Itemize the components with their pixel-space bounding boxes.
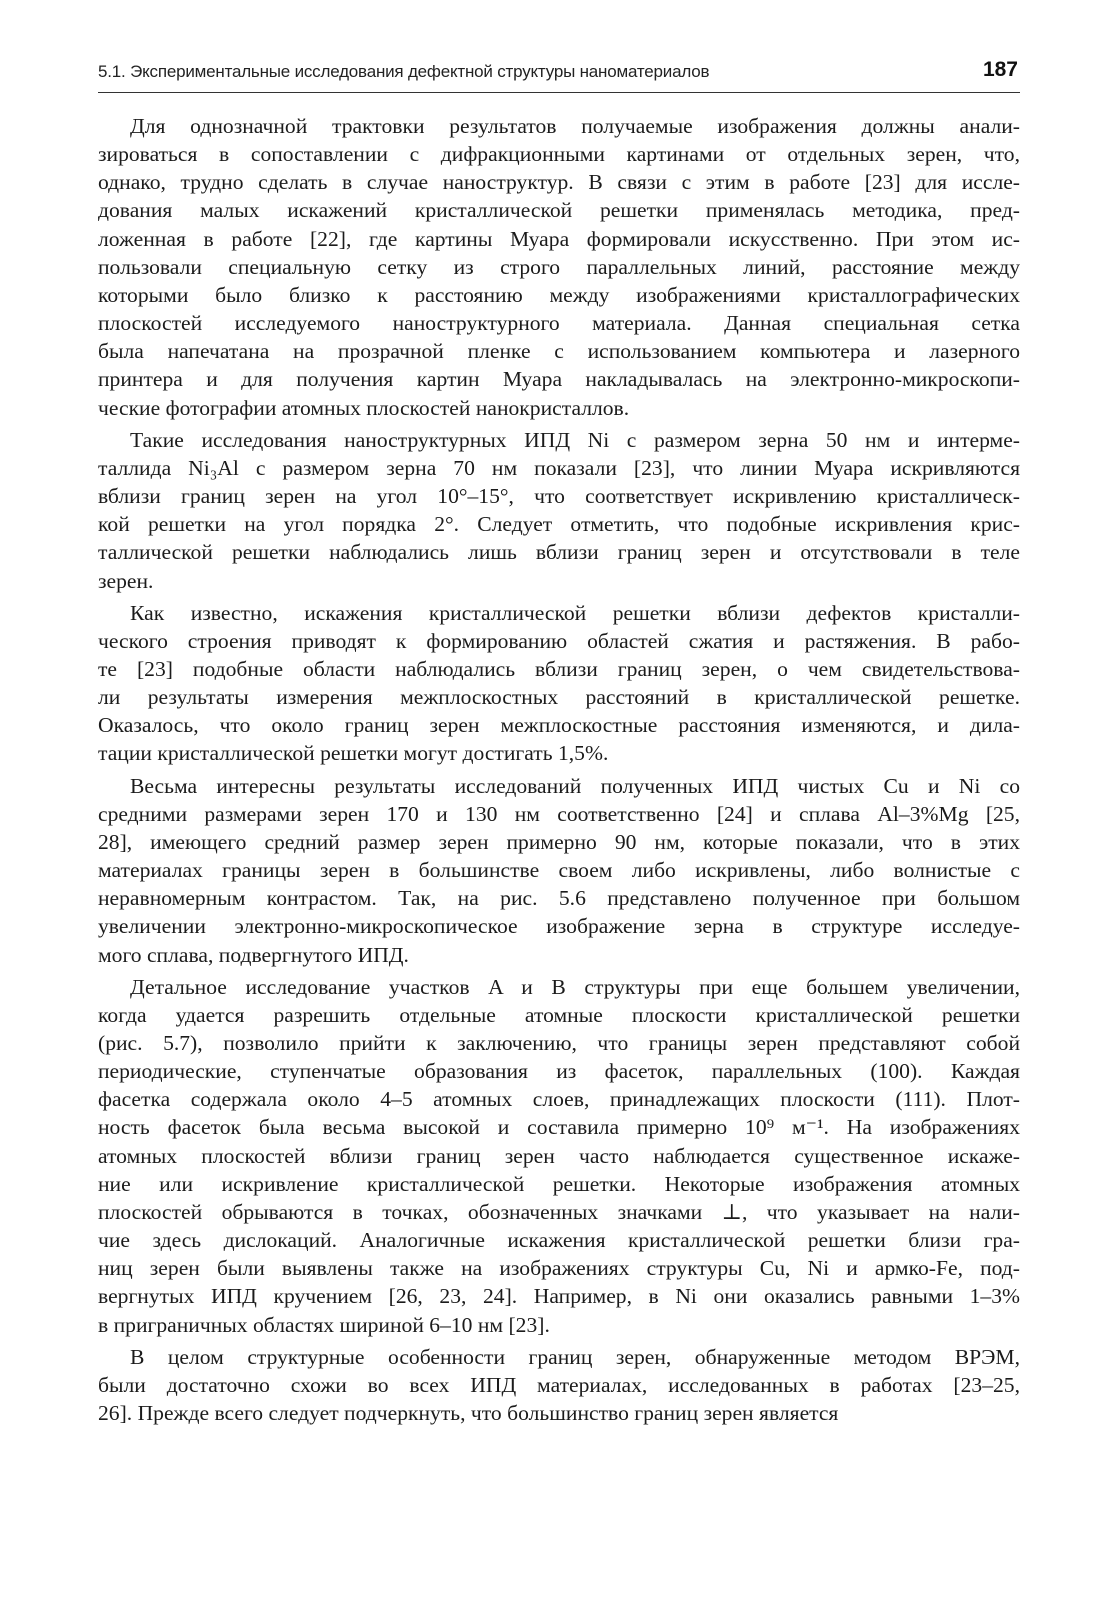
text-line: фасетка содержала около 4–5 атомных слоев, принадлежащих плоскости (111). Плот- [98, 1087, 1020, 1112]
text-line: ниц зерен были выявлены также на изображениях структуры Cu, Ni и армко-Fe, под- [98, 1256, 1020, 1281]
text-line: которыми было близко к расстоянию между изображениями кристаллографических [98, 282, 1020, 307]
text-line: была напечатана на прозрачной пленке с использованием компьютера и лазерного [98, 339, 1020, 364]
text-line: вергнутых ИПД кручением [26, 23, 24]. Например, в Ni они оказались равными 1–3% [98, 1284, 1020, 1309]
text-line: ли результаты измерения межплоскостных расстояний в кристаллической решетке. [98, 685, 1020, 710]
text-line: Такие исследования наноструктурных ИПД Ni с размером зерна 50 нм и интерме- [130, 427, 1020, 452]
text-line: периодические, ступенчатые образования из фасеток, параллельных (100). Каждая [98, 1059, 1020, 1084]
text-line: принтера и для получения картин Муара накладывалась на электронно-микроскопи- [98, 367, 1020, 392]
text-line: мого сплава, подвергнутого ИПД. [98, 942, 409, 967]
text-line: 28], имеющего средний размер зерен примерно 90 нм, которые показали, что в этих [98, 829, 1020, 854]
text-line: атомных плоскостей вблизи границ зерен часто наблюдается существенное искаже- [98, 1143, 1020, 1168]
text-line: когда удается разрешить отдельные атомные плоскости кристаллической решетки [98, 1002, 1020, 1027]
text-line: материалах границы зерен в большинстве своем либо искривлены, либо волнистые с [98, 858, 1020, 883]
paragraph [98, 1343, 1020, 1427]
text-line: Весьма интересны результаты исследований полученных ИПД чистых Cu и Ni со [130, 773, 1020, 798]
text-line: вблизи границ зерен на угол 10°–15°, что соответствует искривлению кристаллическ- [98, 484, 1020, 509]
text-line: однако, трудно сделать в случае наноструктур. В связи с этим в работе [23] для иссле- [98, 170, 1020, 195]
text-line: В целом структурные особенности границ зерен, обнаруженные методом ВРЭМ, [130, 1344, 1020, 1369]
text-line: таллида Ni₃Al с размером зерна 70 нм показали [23], что линии Муара искривляются [98, 455, 1020, 480]
text-line: Для однозначной трактовки результатов получаемые изображения должны анали- [130, 114, 1020, 138]
text-line: неравномерным контрастом. Так, на рис. 5.6 представлено полученное при большом [98, 886, 1020, 911]
page-number: 187 [982, 58, 1018, 81]
text-line: Детальное исследование участков A и B структуры при еще большем увеличении, [130, 974, 1020, 999]
text-line: Как известно, искажения кристаллической решетки вблизи дефектов кристалли- [130, 600, 1020, 625]
section-title: 5.1. Экспериментальные исследования дефектной структуры наноматериалов [98, 62, 710, 81]
body-text [98, 112, 1020, 1427]
text-line: тации кристаллической решетки могут достигать 1,5%. [98, 741, 609, 766]
paragraph [98, 112, 1020, 422]
paragraph [98, 599, 1020, 768]
text-line: те [23] подобные области наблюдались вблизи границ зерен, о чем свидетельствова- [98, 656, 1020, 681]
paragraph [98, 973, 1020, 1339]
text-line: ческие фотографии атомных плоскостей нанокристаллов. [98, 395, 630, 420]
text-line: кой решетки на угол порядка 2°. Следует отметить, что подобные искривления крис- [98, 512, 1020, 537]
text-line: чие здесь дислокаций. Аналогичные искажения кристаллической решетки близи гра- [98, 1228, 1020, 1253]
text-line: плоскостей обрываются в точках, обозначенных значками ⊥, что указывает на нали- [98, 1199, 1020, 1224]
text-line: ность фасеток была весьма высокой и составила примерно 10⁹ м⁻¹. На изображениях [98, 1115, 1020, 1140]
paragraph [98, 426, 1020, 595]
text-line: Оказалось, что около границ зерен межплоскостные расстояния изменяются, и дила- [98, 713, 1020, 738]
text-line: зироваться в сопоставлении с дифракционными картинами от отдельных зерен, что, [98, 142, 1020, 167]
text-line: 26]. Прежде всего следует подчеркнуть, что большинство границ зерен является [98, 1401, 839, 1426]
text-line: ческого строения приводят к формированию областей сжатия и растяжения. В рабо- [98, 628, 1020, 653]
text-line: в приграничных областях шириной 6–10 нм [23]. [98, 1312, 550, 1337]
text-line: таллической решетки наблюдались лишь вблизи границ зерен и отсутствовали в теле [98, 540, 1020, 565]
running-header [98, 58, 1020, 93]
text-line: ложенная в работе [22], где картины Муара формировали искусственно. При этом ис- [98, 226, 1020, 251]
text-line: зерен. [98, 568, 154, 593]
paragraph [98, 772, 1020, 969]
text-line: плоскостей исследуемого наноструктурного материала. Данная специальная сетка [98, 311, 1020, 336]
text-line: средними размерами зерен 170 и 130 нм соответственно [24] и сплава Al–3%Mg [25, [98, 801, 1020, 826]
text-line: дования малых искажений кристаллической решетки применялась методика, пред- [98, 198, 1020, 223]
text-line: увеличении электронно-микроскопическое изображение зерна в структуре исследуе- [98, 914, 1020, 939]
text-line: (рис. 5.7), позволило прийти к заключению, что границы зерен представляют собой [98, 1031, 1020, 1055]
text-line: ние или искривление кристаллической решетки. Некоторые изображения атомных [98, 1171, 1020, 1196]
text-line: были достаточно схожи во всех ИПД материалах, исследованных в работах [23–25, [98, 1372, 1020, 1397]
text-line: пользовали специальную сетку из строго параллельных линий, расстояние между [98, 254, 1020, 279]
